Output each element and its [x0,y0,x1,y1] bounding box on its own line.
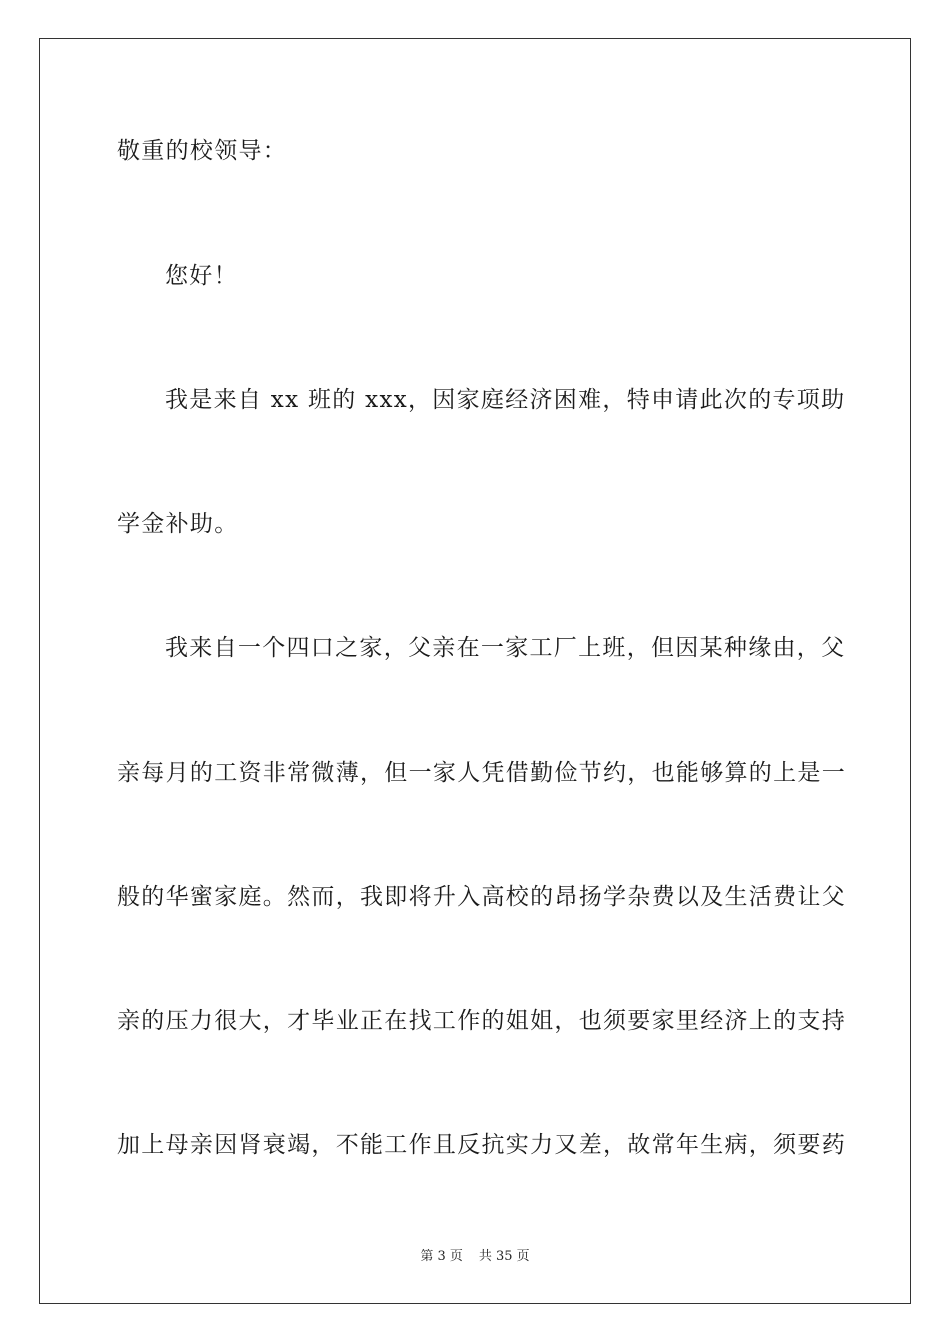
page-frame [39,38,911,1304]
paragraph-2-line-1: 我来自一个四口之家，父亲在一家工厂上班，但因某种缘由，父 [165,635,846,661]
greeting-line: 您好！ [165,263,238,289]
page-footer [0,1248,950,1266]
paragraph-2-line-3: 般的华蜜家庭。然而，我即将升入高校的昂扬学杂费以及生活费让父 [117,884,846,910]
paragraph-1-line-2: 学金补助。 [117,511,239,537]
paragraph-2-line-4: 亲的压力很大，才毕业正在找工作的姐姐，也须要家里经济上的支持 [117,1008,846,1034]
paragraph-2-line-5: 加上母亲因肾衰竭，不能工作且反抗实力又差，故常年生病，须要药 [117,1132,846,1158]
page-total: 共 35 页 [478,1249,530,1264]
salutation-line: 敬重的校领导： [117,138,288,164]
paragraph-2-line-2: 亲每月的工资非常微薄，但一家人凭借勤俭节约，也能够算的上是一 [117,760,846,786]
page-number: 第 3 页 [420,1249,463,1264]
paragraph-1-line-1: 我是来自 xx 班的 xxx，因家庭经济困难，特申请此次的专项助 [165,387,846,413]
